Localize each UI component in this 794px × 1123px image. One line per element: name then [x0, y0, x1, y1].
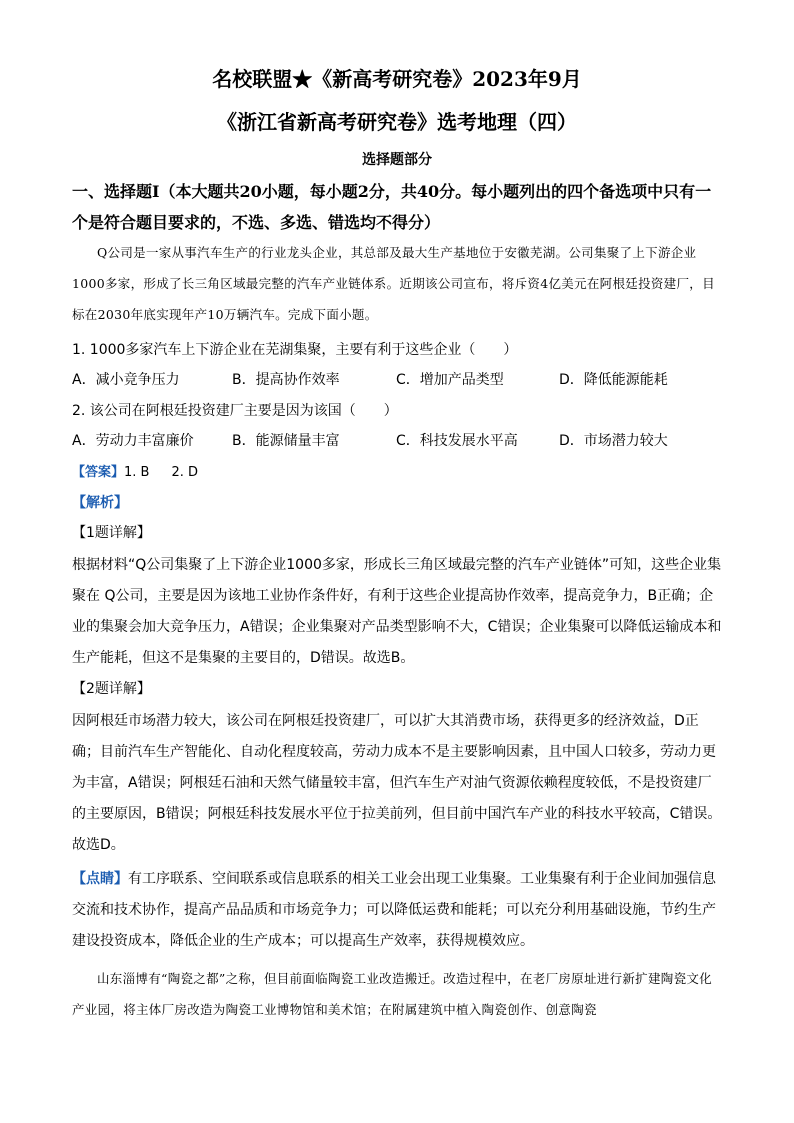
material-passage-2: 山东淄博有“陶瓷之都”之称，但目前面临陶瓷工业改造搬迁。改造过程中，在老厂房原址进行新扩建陶瓷文化产业园，将主体厂房改造为陶瓷工业博物馆和美术馆；在附属建筑中植入陶瓷创作、创意陶瓷: [72, 971, 712, 1017]
analysis-tag: 【解析】: [72, 495, 128, 511]
material-passage-1: Q公司是一家从事汽车生产的行业龙头企业，其总部及最大生产基地位于安徽芜湖。公司集聚了上下游企业1000多家，形成了长三角区域最完整的汽车产业链体系。近期该公司宣布，将斥资4亿美元在阿根廷投资建厂，目标在2030年底实现年产10万辆汽车。完成下面小题。: [72, 245, 715, 322]
instructions: 一、选择题Ⅰ（本大题共20小题，每小题2分，共40分。每小题列出的四个备选项中只有一个是符合题目要求的，不选、多选、错选均不得分）: [72, 182, 712, 232]
option-c: C．科技发展水平高: [396, 433, 518, 449]
comment-paragraph: [72, 864, 722, 957]
option-a: A．减小竞争压力: [72, 372, 180, 388]
question-2-stem: 2. 该公司在阿根廷投资建厂主要是因为该国（ ）: [72, 403, 398, 419]
comment-tag: 【点睛】: [72, 871, 128, 887]
option-b: B．能源储量丰富: [232, 433, 340, 449]
option-d: D．降低能源能耗: [559, 372, 668, 388]
answer-tag: 【答案】: [72, 465, 125, 480]
answer-line: [72, 462, 198, 484]
detail-2-text: 因阿根廷市场潜力较大，该公司在阿根廷投资建厂，可以扩大其消费市场，获得更多的经济效益，D正确；目前汽车生产智能化、自动化程度较高，劳动力成本不是主要影响因素，且中国人口较多，劳动力更为丰富，A错误；阿根廷石油和天然气储量较丰富，但汽车生产对油气资源依赖程度较低，不是投资建厂的主要原因，B错误；阿根廷科技发展水平位于拉美前列，但目前中国汽车产业的科技水平较高，C错误。故选D。: [72, 713, 722, 853]
option-b: B．提高协作效率: [232, 372, 340, 388]
exam-subtitle: 《浙江省新高考研究卷》选考地理（四）: [217, 110, 577, 134]
comment-text: 有工序联系、空间联系或信息联系的相关工业会出现工业集聚。工业集聚有利于企业间加强信息交流和技术协作，提高产品品质和市场竞争力；可以降低运费和能耗；可以充分利用基础设施，节约生产建设投资成本，降低企业的生产成本；可以提高生产效率，获得规模效应。: [72, 871, 716, 949]
answer-2: 2. D: [171, 465, 199, 480]
detail-2-label: 【2题详解】: [72, 681, 151, 697]
question-1-stem: 1. 1000多家汽车上下游企业在芜湖集聚，主要有利于这些企业（ ）: [72, 342, 518, 358]
option-d: D．市场潜力较大: [559, 433, 668, 449]
section-label: 选择题部分: [362, 152, 432, 168]
option-c: C．增加产品类型: [396, 372, 504, 388]
question-1-options: [72, 370, 722, 390]
option-a: A．劳动力丰富廉价: [72, 433, 194, 449]
detail-1-text: 根据材料“Q公司集聚了上下游企业1000多家，形成长三角区域最完整的汽车产业链体”可知，这些企业集聚在 Q公司，主要是因为该地工业协作条件好，有利于这些企业提高协作效率，提高竞争力，B正确；企业的集聚会加大竞争压力，A错误；企业集聚对产品类型影响不大，C错误；企业集聚可以降低运输成本和生产能耗，但这不是集聚的主要目的，D错误。故选B。: [72, 557, 722, 666]
detail-1-label: 【1题详解】: [72, 525, 151, 541]
question-2-options: [72, 431, 722, 451]
answer-1: 1. B: [124, 465, 150, 480]
exam-title: 名校联盟★《新高考研究卷》2023年9月: [212, 67, 582, 91]
